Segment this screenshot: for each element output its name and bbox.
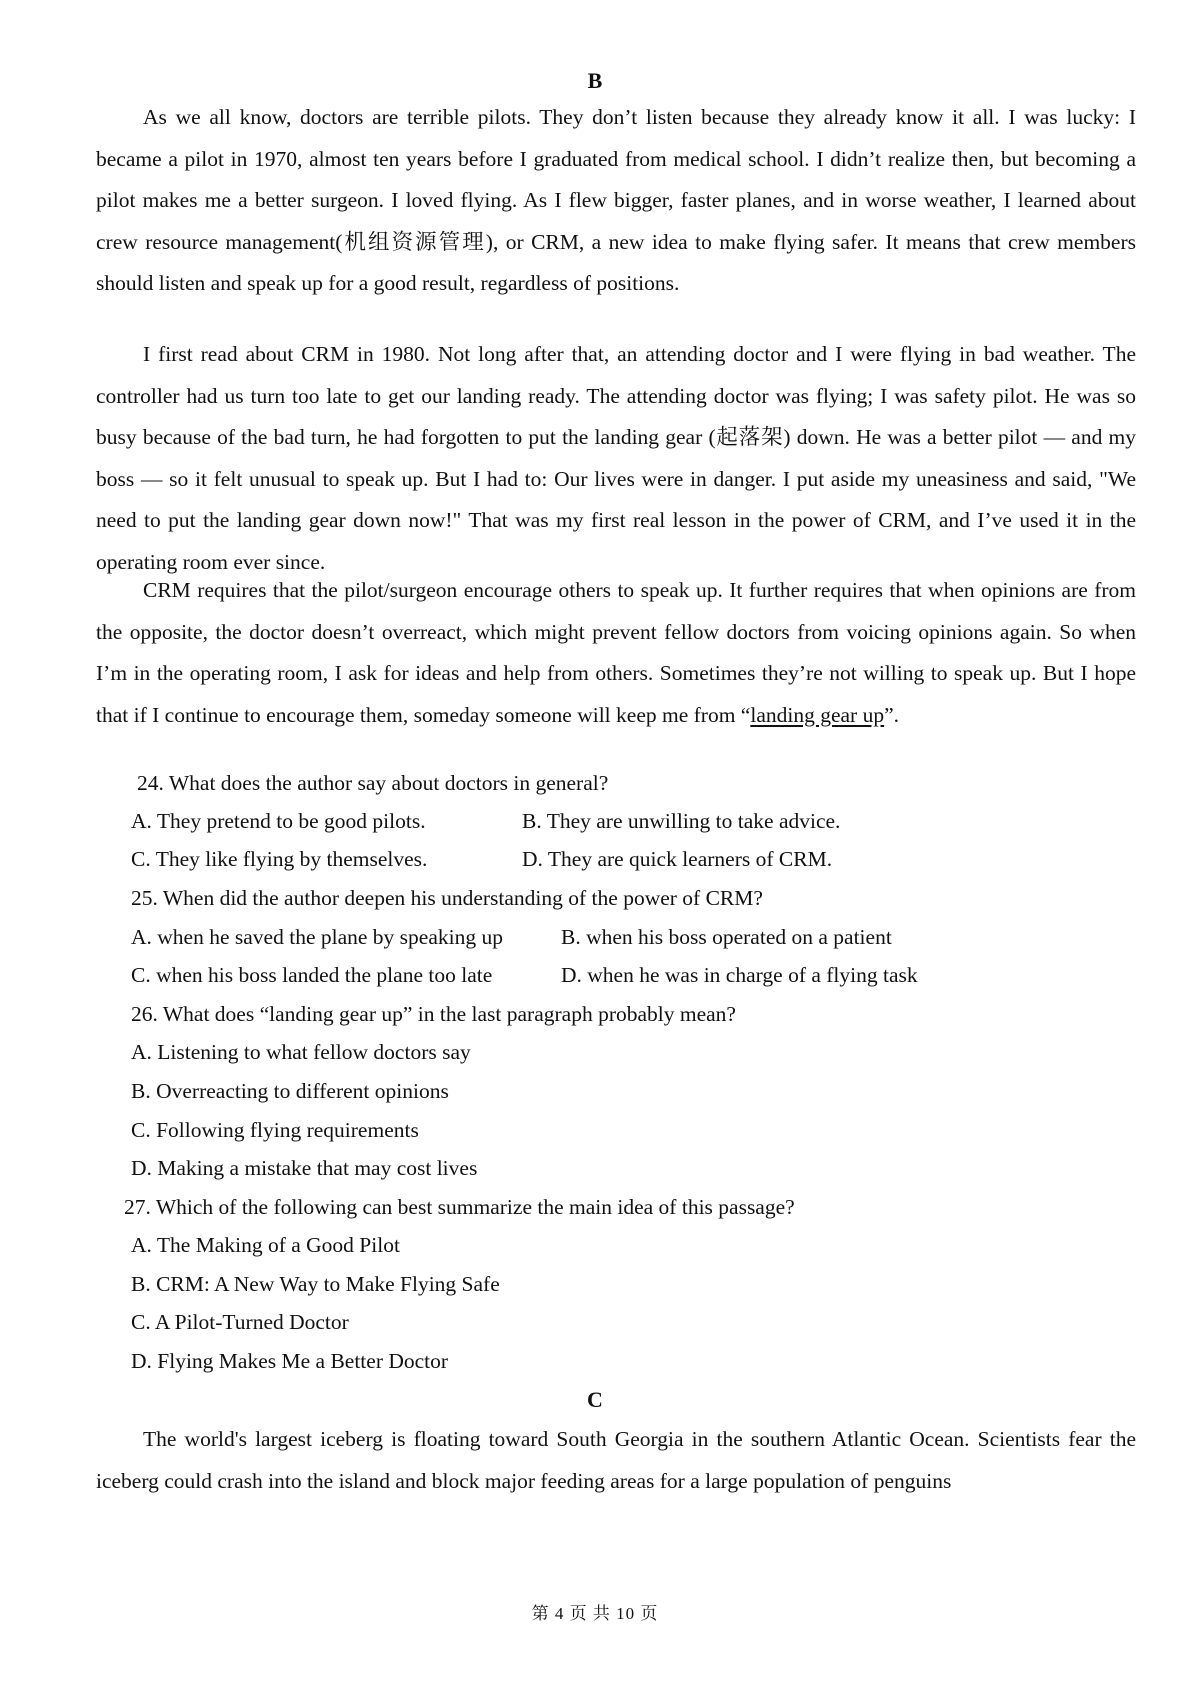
- question-26-option-b: B. Overreacting to different opinions: [131, 1079, 449, 1103]
- question-25-stem: 25. When did the author deepen his understanding of the power of CRM?: [131, 886, 763, 910]
- question-27-option-b: B. CRM: A New Way to Make Flying Safe: [131, 1272, 500, 1296]
- paragraph-3-end: ”.: [884, 702, 900, 727]
- question-25-option-a: A. when he saved the plane by speaking up: [131, 925, 503, 949]
- question-27-option-a: A. The Making of a Good Pilot: [131, 1233, 400, 1257]
- question-25-option-b: B. when his boss operated on a patient: [561, 925, 892, 949]
- question-24-option-a: A. They pretend to be good pilots.: [131, 809, 426, 833]
- underlined-phrase: landing gear up: [750, 702, 885, 727]
- question-26-stem: 26. What does “landing gear up” in the last paragraph probably mean?: [131, 1002, 736, 1026]
- question-25-option-d: D. when he was in charge of a flying task: [561, 963, 918, 987]
- question-24-option-b: B. They are unwilling to take advice.: [522, 809, 841, 833]
- question-26-option-c: C. Following flying requirements: [131, 1118, 419, 1142]
- question-25-option-c: C. when his boss landed the plane too late: [131, 963, 493, 987]
- question-27-stem: 27. Which of the following can best summarize the main idea of this passage?: [124, 1195, 795, 1219]
- paragraph-3-text: CRM requires that the pilot/surgeon encourage others to speak up. It further requires that when opinions are from the opposite, the doctor doesn’t overreact, which might prevent fellow doctors from voicing opinions again. So when I’m in the operating room, I ask for ideas and help from others. Sometimes they’re not willing to speak up. But I hope that if I continue to encourage them, someday someone will keep me from “: [96, 578, 1136, 727]
- question-27-option-d: D. Flying Makes Me a Better Doctor: [131, 1349, 449, 1373]
- page-footer: 第 4 页 共 10 页: [531, 1604, 659, 1623]
- passage-b-paragraph-3: [96, 570, 1136, 736]
- question-26-option-d: D. Making a mistake that may cost lives: [131, 1156, 478, 1180]
- question-24-option-c: C. They like flying by themselves.: [131, 847, 428, 871]
- question-24-option-d: D. They are quick learners of CRM.: [522, 847, 833, 871]
- question-24-stem: 24. What does the author say about doctors in general?: [137, 771, 609, 795]
- question-27-option-c: C. A Pilot-Turned Doctor: [131, 1310, 349, 1334]
- section-c-heading: C: [587, 1387, 603, 1412]
- passage-b-paragraph-1: As we all know, doctors are terrible pilots. They don’t listen because they already know it all. I was lucky: I became a pilot in 1970, almost ten years before I graduated from medical school. I didn’t realize then, but becoming a pilot makes me a better surgeon. I loved flying. As I flew bigger, faster planes, and in worse weather, I learned about crew resource management(机组资源管理), or CRM, a new idea to make flying safer. It means that crew members should listen and speak up for a good result, regardless of positions.: [96, 105, 1136, 295]
- passage-c-paragraph-1: The world's largest iceberg is floating toward South Georgia in the southern Atlantic Ocean. Scientists fear the iceberg could crash into the island and block major feeding areas for a large population of penguins: [96, 1427, 1136, 1493]
- passage-b-paragraph-2: I first read about CRM in 1980. Not long after that, an attending doctor and I were flying in bad weather. The controller had us turn too late to get our landing ready. The attending doctor was flying; I was safety pilot. He was so busy because of the bad turn, he had forgotten to put the landing gear (起落架) down. He was a better pilot — and my boss — so it felt unusual to speak up. But I had to: Our lives were in danger. I put aside my uneasiness and said, "We need to put the landing gear down now!" That was my first real lesson in the power of CRM, and I’ve used it in the operating room ever since.: [96, 342, 1136, 574]
- section-b-heading: B: [587, 68, 603, 93]
- question-26-option-a: A. Listening to what fellow doctors say: [131, 1040, 471, 1064]
